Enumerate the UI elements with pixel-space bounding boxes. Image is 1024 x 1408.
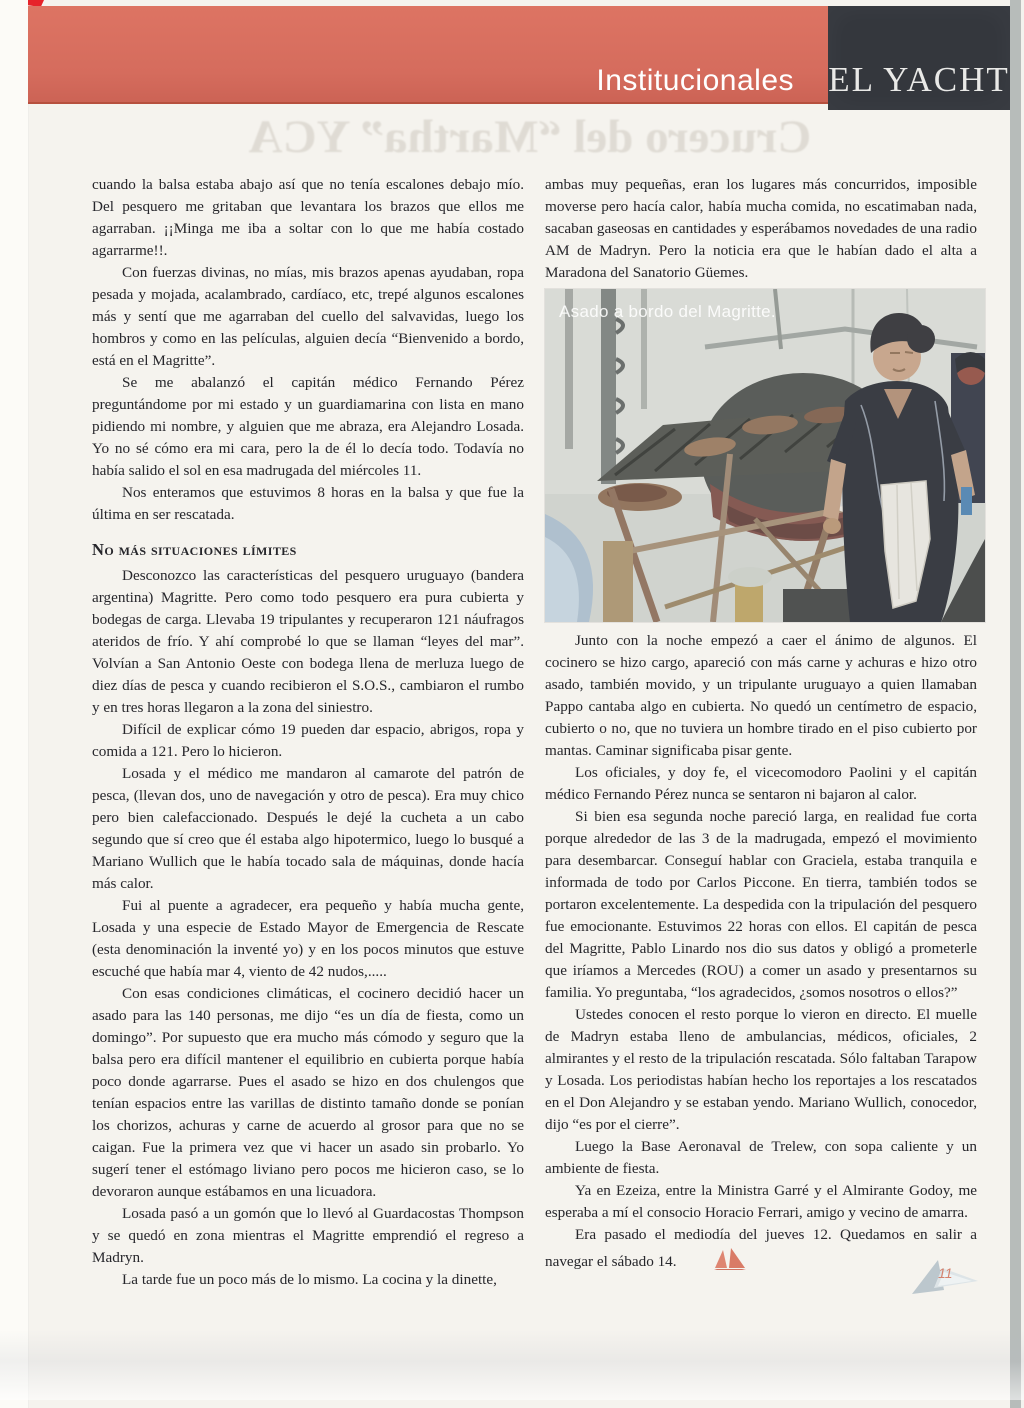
body-paragraph: Losada pasó a un gomón que lo llevó al Guardacostas Thompson y se quedó en zona mientras el Magritte emprendió el regreso a Madryn.	[92, 1205, 524, 1266]
body-paragraph: Con fuerzas divinas, no mías, mis brazos apenas ayudaban, ropa pesada y mojada, acalambrado, cardíaco, etc, trepé algunos escalones más y sentí que me agarraban del cuello del salvavidas, luego los hombros y como en las películas, alguien decía “Bienvenido a bordo, está en el Magritte”.	[92, 264, 524, 369]
ghost-showthrough-title: Crucero del “Martha” YCA	[248, 111, 812, 163]
magazine-title: EL YACHT	[828, 60, 1010, 99]
body-paragraph: Luego la Base Aeronaval de Trelew, con sopa caliente y un ambiente de fiesta.	[545, 1138, 977, 1177]
body-paragraph: cuando la balsa estaba abajo así que no tenía escalones debajo mío. Del pesquero me gritaban que levantara los brazos que ellos me agarraban. ¡¡Minga me iba a soltar con lo que me había costado agarrarme!!.	[92, 176, 524, 259]
body-paragraph: Losada y el médico me mandaron al camarote del patrón de pesca, (llevan dos, uno de navegación y otro de pesca). Era muy chico pero bien calefaccionado. Después le dejé la cucheta a un cabo segundo que sí creo que él estaba algo hipotermico, luego lo busqué a Mariano Wullich que le había tocado sala de máquinas, donde hacía más calor.	[92, 765, 524, 892]
body-paragraph: Desconozco las características del pesquero uruguayo (bandera argentina) Magritte. Pero como todo pesquero era pura cubierta y bodegas de carga. Llevaba 19 tripulantes y recuperaron 121 náufragos ateridos de frío. Y ahí comprobé lo que se llaman “leyes del mar”. Volvían a San Antonio Oeste con bodega llena de merluza luego de diez días de pesca y cuando recibieron el S.O.S., cambiaron el rumbo y en tres horas llegaron a la zona del siniestro.	[92, 567, 524, 716]
body-paragraph: Se me abalanzó el capitán médico Fernando Pérez preguntándome por mi estado y un guardiamarina con lista en mano pidiendo mi nombre, y alguien que me abraza, era Alejandro Losada. Yo no sé cómo era mi cara, pero la de él lo decía todo. Todavía no había salido el sol en esa madrugada del miércoles 11.	[92, 374, 524, 479]
header-band	[28, 6, 828, 104]
scan-streak	[0, 1330, 1024, 1400]
section-label: Institucionales	[596, 64, 794, 97]
page-number: 11	[938, 1265, 953, 1281]
body-paragraph: Los oficiales, y doy fe, el vicecomodoro Paolini y el capitán médico Fernando Pérez nunca se sentaron ni bajaron al calor.	[545, 764, 977, 803]
body-paragraph: Fui al puente a agradecer, era pequeño y había mucha gente, Losada y una especie de Estado Mayor de Emergencia de Rescate (esta denominación la inventé yo) y en los pocos minutos que estuve escuché que había mar 4, viento de 42 nudos,.....	[92, 897, 524, 980]
magazine-brand-box	[828, 6, 1010, 110]
body-paragraph: Nos enteramos que estuvimos 8 horas en la balsa y que fue la última en ser rescatada.	[92, 484, 524, 523]
body-paragraph: Era pasado el mediodía del jueves 12. Quedamos en salir a navegar el sábado 14.	[545, 1224, 977, 1277]
photo-caption: Asado a bordo del Magritte.	[559, 302, 776, 321]
body-paragraph: Junto con la noche empezó a caer el ánimo de algunos. El cocinero se hizo cargo, apareció con más carne y achuras e hizo otro asado, también movido, y un tripulante uruguayo a quien llamaban Pappo cantaba algo en cubierta. No quedó un centímetro de espacio, cubierto o no, que no tuviera un hombre tirado en el piso cubierto por mantas. Caminar significaba pisar gente.	[545, 632, 977, 759]
body-paragraph: Si bien esa segunda noche pareció larga, en realidad fue corta porque alrededor de las 3 de la madrugada, empezó el movimiento para desembarcar. Conseguí hablar con Graciela, estaba tranquila e informada de todo por Carlos Piccone. En tierra, también todos se portaron excelentemente. La despedida con la tripulación del pesquero fue emocionante. Estuvimos 22 horas con ellos. El capitán de pesca del Magritte, Pablo Linardo nos dio sus datos y obligó a prometerle que iríamos a Mercedes (ROU) a comer un asado y presentarnos su familia. Yo preguntaba, “los agradecidos, ¿somos nosotros o ellos?”	[545, 808, 977, 1001]
article-right-column	[545, 174, 977, 1277]
pennant-icon	[908, 1258, 982, 1298]
right-column-top-paragraphs	[545, 174, 977, 284]
sailboat-end-mark-icon	[683, 1246, 747, 1277]
section-subheading: No más situaciones límites	[92, 540, 297, 559]
article-photo	[545, 289, 985, 622]
body-paragraph: Difícil de explicar cómo 19 pueden dar espacio, abrigos, ropa y comida a 121. Pero lo hicieron.	[92, 721, 524, 760]
right-column-bottom-paragraphs	[545, 630, 977, 1277]
body-paragraph: La tarde fue un poco más de lo mismo. La cocina y la dinette,	[122, 1271, 497, 1288]
article-left-column	[92, 174, 524, 1291]
page-number-pennant	[908, 1258, 982, 1303]
body-paragraph: Ustedes conocen el resto porque lo vieron en directo. El muelle de Madryn estaba lleno de ambulancias, médicos, oficiales, 2 almirantes y el resto de la tripulación rescatada. Sólo faltaban Tarapow y Losada. Los periodistas habían hecho los reportajes a los rescatados en el Don Alejandro y se estaban yendo. Mariano Wullich, conocedor, dijo “es por el cierre”.	[545, 1006, 977, 1133]
body-paragraph: ambas muy pequeñas, eran los lugares más concurridos, imposible moverse pero hacía calor, había mucha comida, no escatimaban nada, sacaban gaseosas en cantidades y esperábamos novedades de una radio AM de Madryn. Pero la noticia era que le habían dado el alta a Maradona del Sanatorio Güemes.	[545, 176, 977, 281]
body-paragraph: Ya en Ezeiza, entre la Ministra Garré y el Almirante Godoy, me esperaba a mí el consocio Horacio Ferrari, amigo y vecino de amarra.	[545, 1182, 977, 1221]
asado-photo-illustration	[545, 289, 985, 622]
page-left-margin	[0, 0, 29, 1408]
scan-edge-strip	[1010, 0, 1021, 1408]
body-paragraph: Con esas condiciones climáticas, el cocinero decidió hacer un asado para las 140 personas, me dijo “es un día de fiesta, como un domingo”. Por supuesto que era mucho más cómodo y seguro que la balsa pero era difícil mantener el equilibrio en cubierta porque había poco donde agarrarse. Pues el asado se hizo en dos chulengos que tenían espacios entre las varillas de distinto tamaño donde se ponían los chorizos, achuras y carne de acuerdo al grosor para que no se caigan. Fue la primera vez que vi hacer un asado sin probarlo. Yo sugerí tener el estómago liviano pero pocos me hicieron caso, se lo devoraron aunque estábamos en una licuadora.	[92, 985, 524, 1200]
